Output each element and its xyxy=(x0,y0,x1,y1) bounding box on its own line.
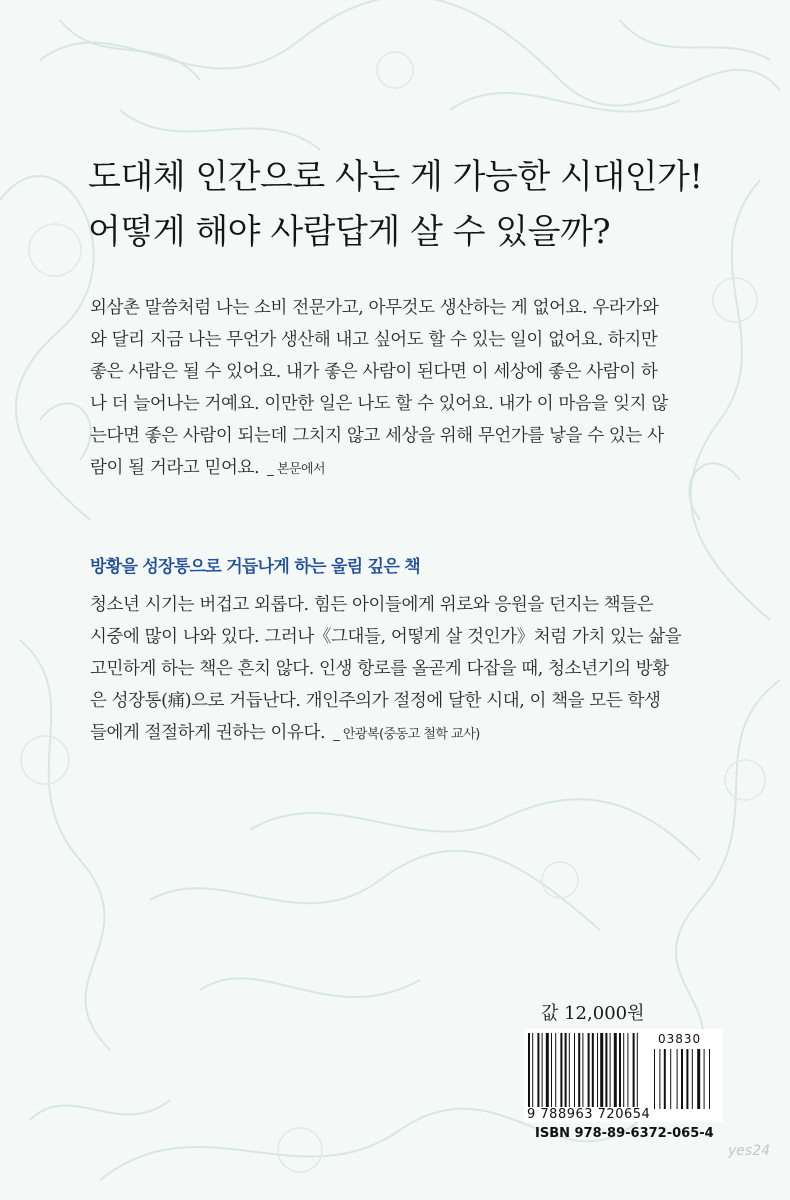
review-line: 고민하게 하는 책은 흔치 않다. 인생 항로를 올곧게 다잡을 때, 청소년기의 방황 xyxy=(90,659,669,679)
quote-line-text: 람이 될 거라고 믿어요. xyxy=(90,458,260,478)
quote-line-last xyxy=(90,452,720,486)
price-label: 값 12,000원 xyxy=(541,1003,645,1024)
review-title: 방황을 성장통으로 거듭나게 하는 울림 깊은 책 xyxy=(90,557,421,577)
review-line-last xyxy=(90,717,720,751)
quote-line: 와 달리 지금 나는 무언가 생산해 내고 싶어도 할 수 있는 일이 없어요. 하지만 xyxy=(90,330,658,350)
watermark: yes24 xyxy=(728,1143,771,1159)
quote-line: 좋은 사람은 될 수 있어요. 내가 좋은 사람이 된다면 이 세상에 좋은 사람이 하 xyxy=(90,362,658,382)
quote-line: 나 더 늘어나는 거예요. 이만한 일은 나도 할 수 있어요. 내가 이 마음을 잊지 않 xyxy=(90,394,668,414)
review-line: 시중에 많이 나와 있다. 그러나《그대들, 어떻게 살 것인가》처럼 가치 있는 삶을 xyxy=(90,627,682,647)
review-source: _ 안광복(중동고 철학 교사) xyxy=(333,727,480,742)
quote-line: 외삼촌 말씀처럼 나는 소비 전문가고, 아무것도 생산하는 게 없어요. 우라가와 xyxy=(90,298,659,318)
review-line: 은 성장통(痛)으로 거듭난다. 개인주의가 절정에 달한 시대, 이 책을 모든 학생 xyxy=(90,691,661,711)
excerpt-quote xyxy=(90,292,720,486)
isbn-number: ISBN 978-89-6372-065-4 xyxy=(535,1126,714,1141)
headline-line-1: 도대체 인간으로 사는 게 가능한 시대인가! xyxy=(88,157,703,197)
barcode-addon-digits: 03830 xyxy=(658,1032,702,1046)
review-line-text: 들에게 절절하게 권하는 이유다. xyxy=(90,723,326,743)
review-text xyxy=(90,589,720,751)
headline-line-2: 어떻게 해야 사람답게 살 수 있을까? xyxy=(88,212,611,252)
review-line: 청소년 시기는 버겁고 외롭다. 힘든 아이들에게 위로와 응원을 던지는 책들은 xyxy=(90,595,654,615)
quote-line: 는다면 좋은 사람이 되는데 그치지 않고 세상을 위해 무언가를 낳을 수 있는 사 xyxy=(90,426,664,446)
barcode-digits: 9 788963 720654 xyxy=(527,1107,651,1122)
quote-source: _ 본문에서 xyxy=(267,462,326,477)
headline xyxy=(88,150,728,260)
